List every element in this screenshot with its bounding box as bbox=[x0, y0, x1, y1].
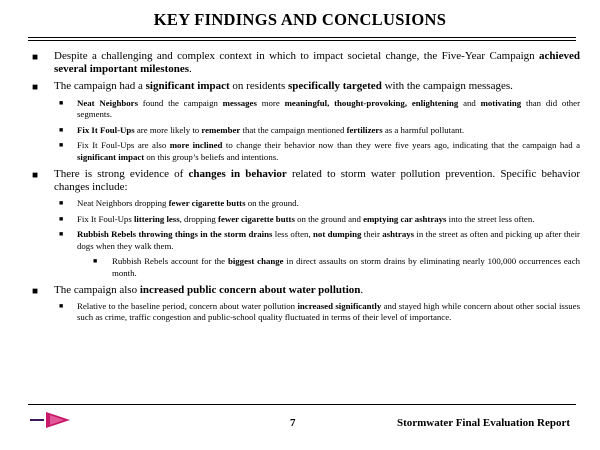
text: Rubbish Rebels account for the bbox=[112, 256, 228, 267]
bold-text: not dumping bbox=[313, 229, 362, 240]
text: into the street less often. bbox=[446, 213, 535, 224]
text: with the campaign messages. bbox=[381, 80, 513, 93]
report-title: Stormwater Final Evaluation Report bbox=[396, 417, 570, 429]
bold-text: biggest change bbox=[227, 256, 284, 267]
bold-text: meaningful, thought-provoking, enlightening bbox=[284, 97, 459, 108]
text: . bbox=[360, 283, 364, 296]
text: Fix It Foul-Ups are also bbox=[77, 140, 170, 151]
bullet-marker-icon: ■ bbox=[32, 82, 39, 94]
text: than did other segments. bbox=[77, 97, 581, 120]
bullet-marker-icon: ■ bbox=[32, 52, 39, 63]
text: Neat Neighbors dropping bbox=[77, 197, 169, 208]
bold-text: fertilizers bbox=[346, 124, 383, 135]
bold-text: throwing things in the storm drains bbox=[138, 229, 273, 240]
bullet-marker-icon: ■ bbox=[32, 169, 39, 181]
bullet-level-2 bbox=[20, 125, 580, 137]
bold-text: fewer cigarette butts bbox=[168, 197, 246, 208]
bullet-marker-icon: ■ bbox=[32, 285, 39, 297]
text: less often, bbox=[272, 229, 314, 240]
text: and bbox=[458, 97, 481, 108]
text: on residents bbox=[229, 80, 289, 93]
bullet-level-1 bbox=[20, 80, 580, 93]
page-title: KEY FINDINGS AND CONCLUSIONS bbox=[153, 10, 447, 29]
title-rule bbox=[28, 37, 576, 41]
bold-text: Neat Neighbors bbox=[77, 97, 138, 108]
text: are more likely to bbox=[134, 124, 202, 135]
bold-text: ashtrays bbox=[382, 229, 415, 240]
text: their bbox=[361, 229, 383, 240]
bullet-level-3 bbox=[20, 256, 580, 279]
bold-text: Rubbish Rebels bbox=[77, 229, 137, 240]
findings-list bbox=[20, 50, 580, 328]
text: on the ground. bbox=[245, 197, 299, 208]
footer-rule bbox=[28, 404, 576, 405]
text: related to storm water pollution prevention. Specific behavior changes include: bbox=[54, 167, 580, 193]
bold-text: increased public concern about water pollution bbox=[139, 283, 361, 296]
text: The campaign also bbox=[54, 283, 140, 296]
bold-text: emptying car ashtrays bbox=[363, 213, 447, 224]
bold-text: littering less bbox=[133, 213, 180, 224]
text: , dropping bbox=[179, 213, 219, 224]
bold-text: achieved several important milestones bbox=[54, 50, 580, 76]
text: Relative to the baseline period, concern about water pollution bbox=[77, 300, 298, 311]
text: The campaign had a bbox=[54, 80, 146, 93]
text: There is strong evidence of bbox=[54, 167, 189, 180]
bold-text: messages bbox=[222, 97, 257, 108]
bullet-marker-icon: ■ bbox=[59, 141, 64, 150]
campaign-logo bbox=[28, 410, 78, 430]
bullet-marker-icon: ■ bbox=[59, 125, 64, 134]
text: Despite a challenging and complex context in which to impact societal change, the Five-Year Campaign bbox=[54, 50, 540, 62]
text: on the ground and bbox=[294, 213, 364, 224]
bold-text: specifically targeted bbox=[288, 80, 382, 93]
bold-text: significant impact bbox=[145, 80, 230, 93]
bold-text: motivating bbox=[480, 97, 522, 108]
bullet-level-2 bbox=[20, 198, 580, 210]
text: more bbox=[256, 97, 285, 108]
text: on this group’s beliefs and intentions. bbox=[144, 151, 279, 162]
text: in direct assaults on storm drains by eliminating nearly 100,000 occurrences each month. bbox=[112, 256, 580, 278]
bold-text: significant impact bbox=[77, 151, 145, 162]
bullet-level-2 bbox=[20, 98, 580, 121]
bold-text: Fix It Foul-Ups bbox=[77, 124, 135, 135]
bullet-level-2 bbox=[20, 301, 580, 324]
bullet-level-1 bbox=[20, 284, 580, 297]
text: as a harmful pollutant. bbox=[382, 124, 465, 135]
bullet-level-1 bbox=[20, 50, 580, 76]
bullet-level-1 bbox=[20, 168, 580, 194]
text: and stayed high while concern about other social issues such as crime, traffic congestion and public-school quality fluctuated in terms of their level of importance. bbox=[77, 300, 580, 323]
page-number: 7 bbox=[290, 417, 296, 429]
bullet-marker-icon: ■ bbox=[59, 301, 64, 310]
bold-text: more inclined bbox=[169, 140, 223, 151]
bullet-marker-icon: ■ bbox=[93, 257, 98, 266]
text: found the campaign bbox=[138, 97, 223, 108]
bold-text: remember bbox=[201, 124, 241, 135]
bullet-marker-icon: ■ bbox=[59, 198, 64, 207]
text: to change their behavior now than they were five years ago, indicating that the campaign had a bbox=[222, 140, 580, 151]
bullet-marker-icon: ■ bbox=[59, 214, 64, 223]
bullet-level-2 bbox=[20, 214, 580, 226]
bullet-marker-icon: ■ bbox=[59, 98, 64, 107]
text: that the campaign mentioned bbox=[240, 124, 347, 135]
bold-text: fewer cigarette butts bbox=[218, 213, 295, 224]
bullet-marker-icon: ■ bbox=[59, 230, 64, 239]
bold-text: increased significantly bbox=[297, 300, 382, 311]
bold-text: changes in behavior bbox=[188, 167, 287, 180]
bullet-level-2 bbox=[20, 229, 580, 252]
text: in the street as often and picking up after their dogs when they walk them. bbox=[77, 229, 580, 251]
text: . bbox=[189, 63, 192, 76]
bullet-level-2 bbox=[20, 140, 580, 163]
text: Fix It Foul-Ups bbox=[77, 213, 134, 224]
